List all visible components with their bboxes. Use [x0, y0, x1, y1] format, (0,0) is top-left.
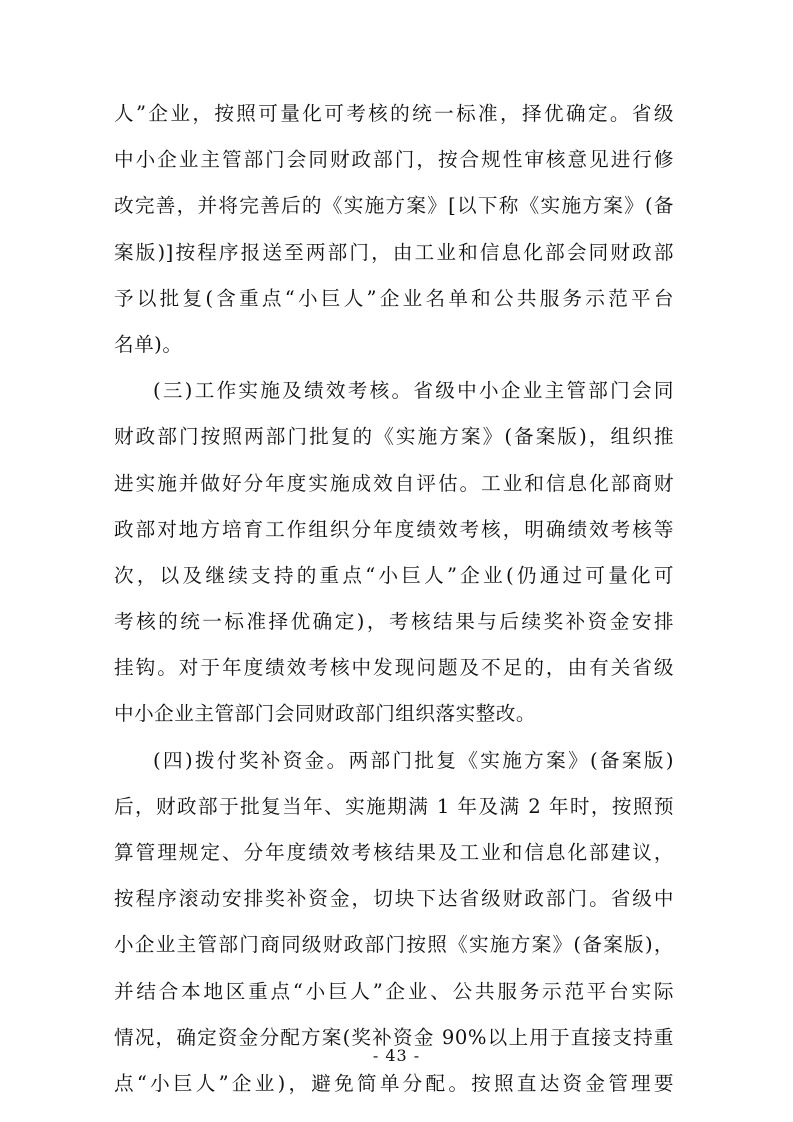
text-line: 后，财政部于批复当年、实施期满 1 年及满 2 年时，按照预 — [114, 794, 674, 818]
page-number: - 43 - — [372, 1046, 421, 1065]
text-line: 次，以及继续支持的重点“小巨人”企业(仍通过可量化可 — [114, 563, 674, 587]
text-line: 财政部门按照两部门批复的《实施方案》(备案版)，组织推 — [114, 425, 674, 449]
text-line: (四)拨付奖补资金。两部门批复《实施方案》(备案版) — [153, 748, 674, 772]
text-line: 挂钩。对于年度绩效考核中发现问题及不足的，由有关省级 — [114, 656, 674, 680]
text-line: 小企业主管部门商同级财政部门按照《实施方案》(备案版)， — [114, 933, 674, 957]
text-line: 考核的统一标准择优确定)，考核结果与后续奖补资金安排 — [114, 610, 674, 634]
text-line: 中小企业主管部门会同财政部门，按合规性审核意见进行修 — [114, 148, 674, 172]
text-line: 进实施并做好分年度实施成效自评估。工业和信息化部商财 — [114, 471, 674, 495]
text-line: 算管理规定、分年度绩效考核结果及工业和信息化部建议， — [114, 841, 674, 864]
text-line: 案版)]按程序报送至两部门，由工业和信息化部会同财政部 — [114, 240, 674, 264]
body-text — [114, 91, 674, 1107]
text-line: (三)工作实施及绩效考核。省级中小企业主管部门会同 — [153, 379, 674, 403]
text-line: 点“小巨人”企业)，避免简单分配。按照直达资金管理要 — [114, 1071, 674, 1095]
text-line: 并结合本地区重点“小巨人”企业、公共服务示范平台实际 — [114, 979, 674, 1003]
text-line: 情况，确定资金分配方案(奖补资金 90%以上用于直接支持重 — [114, 1025, 674, 1049]
text-line: 人”企业，按照可量化可考核的统一标准，择优确定。省级 — [114, 102, 674, 125]
text-line: 改完善，并将完善后的《实施方案》[以下称《实施方案》(备 — [114, 194, 674, 218]
text-line: 中小企业主管部门会同财政部门组织落实整改。 — [114, 702, 536, 726]
text-line: 政部对地方培育工作组织分年度绩效考核，明确绩效考核等 — [114, 517, 674, 541]
text-line: 予以批复(含重点“小巨人”企业名单和公共服务示范平台 — [114, 286, 674, 310]
text-line: 名单)。 — [114, 332, 183, 356]
text-line: 按程序滚动安排奖补资金，切块下达省级财政部门。省级中 — [114, 887, 674, 911]
